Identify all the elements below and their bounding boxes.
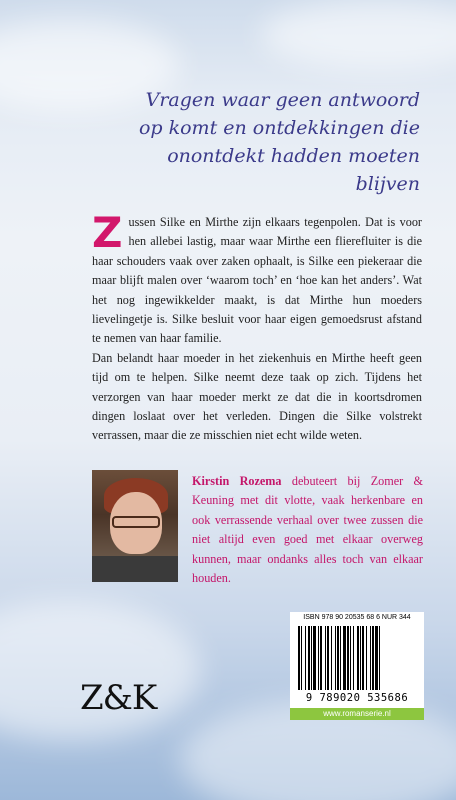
cloud — [0, 600, 200, 740]
blurb-paragraph: Dan belandt haar moeder in het ziekenhuis en Mirthe heeft geen tijd om te helpen. Silke neemt deze taak op zich. Tijdens het verzorgen van haar moeder merkt ze dat die in koortsdromen dingen loslaat over het verleden. Dingen die Silke volstrekt verrassen, maar die ze misschien niet echt wilde weten. — [92, 350, 422, 443]
tagline-line: Vragen waar geen antwoord — [145, 89, 420, 111]
website-bar: www.romanserie.nl — [290, 708, 424, 720]
barcode — [298, 626, 416, 690]
tagline-line: op komt en ontdekkingen die — [138, 117, 420, 139]
cloud — [260, 0, 456, 70]
barcode-box — [290, 612, 424, 720]
author-photo — [92, 470, 178, 582]
author-name: Kirstin Rozema — [192, 474, 282, 488]
blurb-paragraph: ussen Silke en Mirthe zijn elkaars tegenpolen. Dat is voor hen allebei lastig, maar waar Mirthe een flierefluiter is die haar schouders vaak over zaken ophaalt, is Silke een piekeraar die maar blijft malen over ‘waarom toch’ en ‘hoe kan het anders’. Wat het nog ingewikkelder maakt, is dat Mirthe hun moeders lievelingetje is. Silke besluit voor haar eigen gemoedsrust afstand te nemen van haar familie. — [92, 215, 422, 346]
author-bio-text: debuteert bij Zomer & Keuning met dit vlotte, vaak herkenbare en ook verrassende verhaal over twee zussen die niet altijd even goed met elkaar overweg kunnen, maar ondanks alles toch van elkaar houden. — [192, 474, 423, 586]
author-bio — [192, 472, 423, 588]
tagline — [100, 86, 420, 198]
publisher-logo: Z&K — [80, 678, 157, 718]
isbn-line: ISBN 978 90 20535 68 6 NUR 344 — [303, 614, 411, 621]
barcode-digits: 9 789020 535686 — [305, 692, 409, 704]
drop-cap: Z — [92, 208, 123, 257]
tagline-line: onontdekt hadden moeten blijven — [167, 145, 420, 195]
blurb — [92, 208, 422, 446]
